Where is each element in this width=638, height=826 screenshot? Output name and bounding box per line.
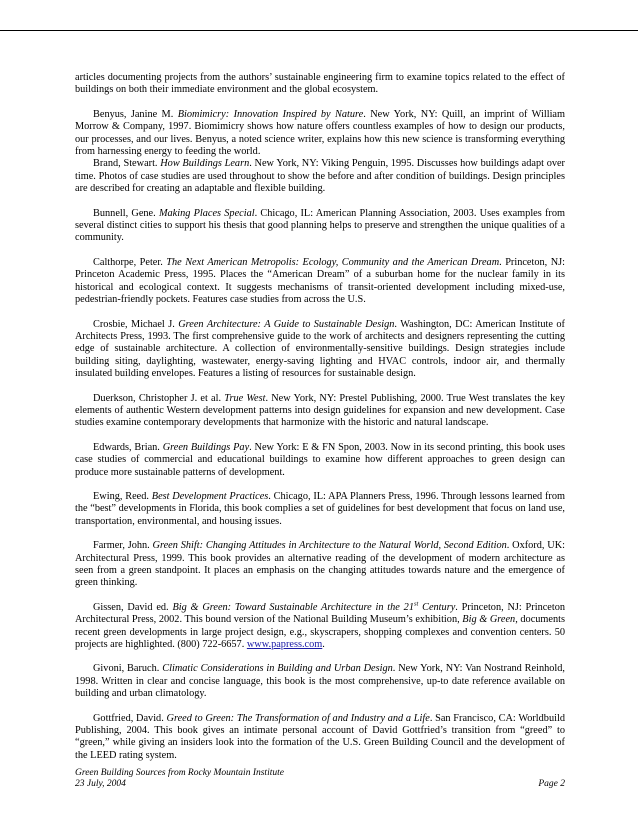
entry-description: . Chicago, IL: American Planning Association, 2003. Uses examples from several distinct cities to support his thesis that good planning helps to preserve and strengthen the unique qualities of a community. (75, 207, 565, 244)
entry-author: Brand, Stewart. (93, 158, 158, 170)
bibliography-list-continued (75, 663, 565, 762)
entry-title: How Buildings Learn (160, 158, 250, 170)
entry-title: Green Architecture: A Guide to Sustainable Design (178, 318, 395, 330)
bibliography-entry-gissen: Gissen, David ed. Big & Green: Toward Sustainable Architecture in the 21st Century. Princeton, NJ: Princeton Architectural Press, 2002. This bound version of the National Building Museum’s exhibition, Big & Green, documents recent green developments in large project design, e.g., skyscrapers, shopping complexes and convention centers. 50 projects are highlighted. (800) 722-6657. www.papress.com. (75, 600, 566, 651)
entry-author: Duerkson, Christopher J. et al. (93, 392, 222, 404)
document-body (75, 72, 565, 774)
page-footer (75, 768, 565, 790)
entry-description: . Washington, DC: American Institute of Architects Press, 1993. The first comprehensive guide to the work of architects and designers representing the cutting edge of sustainable architecture. A collection of environmentally-sensitive buildings. Design strategies include building siting, daylighting, wastewater, energy-saving lighting and HVAC controls, indoor air, and thermally insulated building envelopes. Features a listing of resources for sustainable design. (75, 318, 565, 380)
entry-title: True West (224, 392, 266, 404)
entry-title: Best Development Practices (151, 490, 269, 502)
entry-author: Givoni, Baruch. (93, 663, 160, 675)
entry-title: Big & Green: Toward Sustainable Architecture in the 21st Century (172, 600, 456, 613)
entry-description: . New York, NY: Viking Penguin, 1995. Discusses how buildings adapt over time. Photos of case studies are used throughout to show the before and after condition of buildings. Design principles are described for creating an adaptable and flexible building. (75, 158, 565, 195)
entry-author: Ewing, Reed. (93, 490, 149, 502)
bibliography-entry (75, 319, 565, 381)
footer-date: 23 July, 2004 (75, 779, 126, 789)
entry-author: Gissen, David ed. (93, 601, 169, 613)
entry-author: Bunnell, Gene. (93, 207, 156, 219)
entry-title: Biomimicry: Innovation Inspired by Nature (177, 108, 364, 120)
entry-author: Farmer, John. (93, 540, 150, 552)
entry-title: The Next American Metropolis: Ecology, Community and the American Dream (166, 256, 500, 268)
footer-page-number: Page 2 (538, 779, 565, 789)
publisher-link[interactable]: www.papress.com (246, 639, 323, 651)
bibliography-entry (75, 158, 565, 195)
entry-title: Green Buildings Pay (162, 441, 250, 453)
entry-title: Making Places Special (158, 207, 255, 219)
entry-description: . New York, NY: Van Nostrand Reinhold, 1998. Written in clear and concise language, this book is the most comprehensive, up-to date reference available on building and urban climatology. (75, 663, 566, 700)
bibliography-entry (75, 540, 565, 590)
bibliography-entry (75, 109, 565, 159)
bibliography-entry (75, 442, 565, 479)
entry-title: Climatic Considerations in Building and Urban Design (162, 663, 393, 675)
entry-description: . New York, NY: Prestel Publishing, 2000. True West translates the key elements of authentic Western development patterns into design guidelines for expansion and new development. Case studies examine contemporary developments that harmonize with the historic and natural landscape. (75, 392, 566, 429)
entry-description: . Princeton, NJ: Princeton Academic Press, 1995. Places the “American Dream” of a suburban home for the nuclear family in its historical and ecological context. It suggests mechanisms of transit-oriented development including mixed-use, pedestrian-friendly pockets. Features case studies from across the U.S. (75, 256, 565, 306)
entry-author: Edwards, Brian. (93, 441, 160, 453)
intro-paragraph: articles documenting projects from the authors’ sustainable engineering firm to examine topics related to the effect of buildings on both their immediate environment and the global ecosystem. (75, 72, 565, 96)
entry-author: Gottfried, David. (93, 712, 164, 724)
bibliography-entry (75, 491, 565, 528)
bibliography-entry (75, 257, 565, 307)
bibliography-entry (75, 208, 565, 245)
footer-source: Green Building Sources from Rocky Mountain Institute (75, 768, 284, 778)
entry-title: Greed to Green: The Transformation of and Industry and a Life (166, 712, 430, 724)
entry-author: Benyus, Janine M. (93, 108, 174, 120)
entry-description: . San Francisco, CA: Worldbuild Publishing, 2004. This book gives an intimate personal account of David Gottfried’s transition from “greed” to “green,” while giving an insiders look into the formation of the U.S. Green Building Council and the development of the LEED rating system. (75, 712, 565, 761)
bibliography-list (75, 109, 565, 590)
bibliography-entry (75, 713, 565, 763)
entry-description: . New York, NY: Quill, an imprint of William Morrow & Company, 1997. Biomimicry shows how nature offers countless examples of how to design our products, our processes, and our lives. Benyus, a noted science writer, explains how this new science is transforming everything from harnessing energy to feeding the world. (75, 108, 566, 158)
bibliography-entry (75, 393, 565, 430)
entry-description: . Oxford, UK: Architectural Press, 1999. This book provides an alternative reading of the development of modern architecture as seen from a green standpoint. It places an emphasis on the changing attitudes towards nature and the emergence of green thinking. (75, 540, 565, 589)
entry-title: Green Shift: Changing Attitudes in Architecture to the Natural World, Second Edition (152, 540, 507, 552)
entry-description: . New York: E & FN Spon, 2003. Now in its second printing, this book uses case studies of commercial and educational buildings to examine how different approaches to green design can produce more sustainable patterns of development. (75, 441, 565, 478)
entry-author: Calthorpe, Peter. (93, 256, 163, 268)
entry-author: Crosbie, Michael J. (93, 318, 175, 330)
entry-description: . Chicago, IL: APA Planners Press, 1996. Through lessons learned from the “best” developments in Florida, this book complies a set of guidelines for best development that focus on land use, transportation, environmental, and housing issues. (75, 490, 565, 527)
bibliography-entry (75, 663, 565, 700)
top-rule (0, 30, 638, 31)
